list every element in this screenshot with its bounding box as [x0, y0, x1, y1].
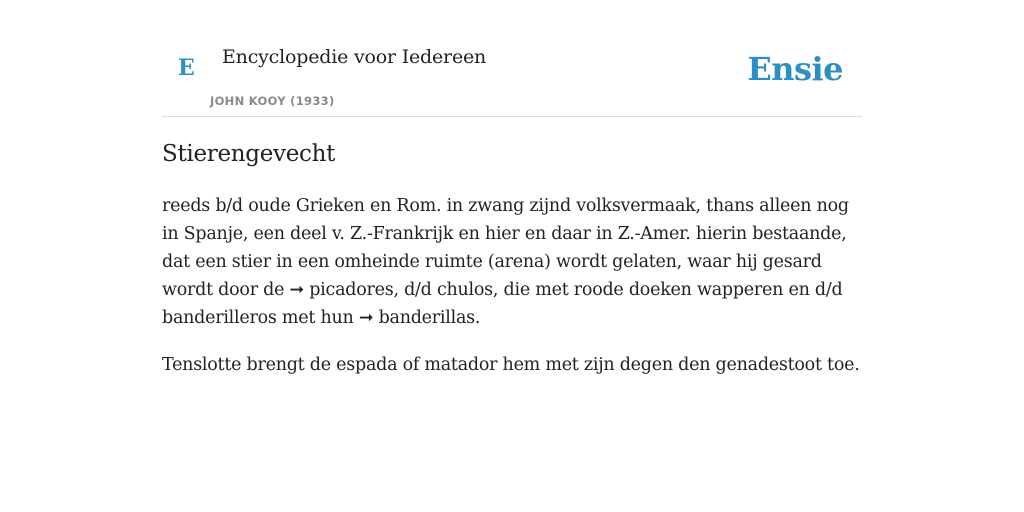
article-paragraph: Tenslotte brengt de espada of matador hem met zijn degen den genadestoot toe.	[162, 355, 860, 375]
site-title[interactable]: Encyclopedie voor Iedereen	[222, 46, 487, 68]
article-title: Stierengevecht	[162, 141, 336, 167]
site-header	[162, 0, 862, 117]
brand-logo[interactable]: Ensie	[747, 50, 843, 88]
article-paragraph: reeds b/d oude Grieken en Rom. in zwang zijnd volksvermaak, thans alleen nog in Spanje, een deel v. Z.-Frankrijk en hier en daar in Z.-Amer. hierin bestaande, dat een stier in een omheinde ruimte (arena) wordt gelaten, waar hij gesard wordt door de ➞ picadores, d/d chulos, die met roode doeken wapperen en d/d banderilleros met hun ➞ banderillas.	[162, 196, 849, 328]
author-label: JOHN KOOY (1933)	[210, 94, 335, 108]
article-content	[162, 138, 862, 379]
logo-icon[interactable]: E	[178, 55, 195, 81]
